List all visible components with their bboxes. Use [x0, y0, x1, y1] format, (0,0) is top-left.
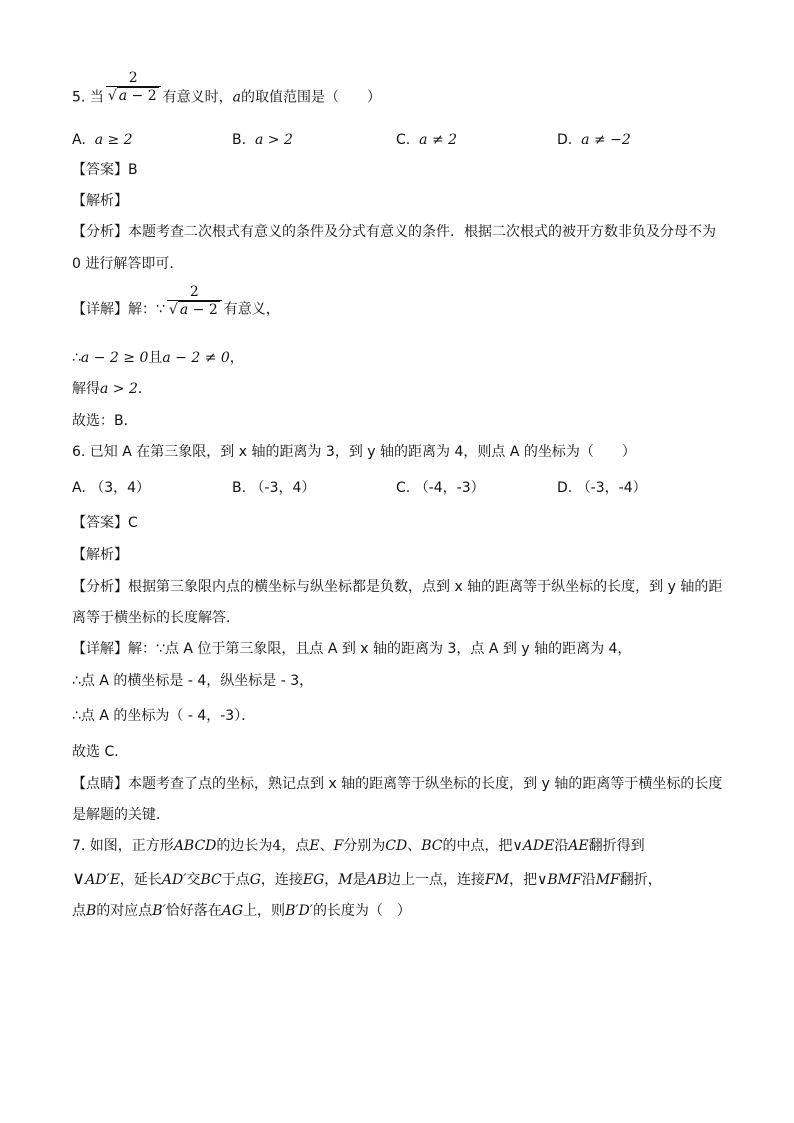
q5-step2: 解得a > 2．	[72, 381, 152, 397]
q6-option-a: A. （3，4）	[72, 480, 151, 496]
q5-option-d: D. a ≠ −2	[557, 132, 631, 148]
q5-fenxi-1: 【分析】本题考查二次根式有意义的条件及分式有意义的条件．根据二次根式的被开方数非负及分母不为	[72, 224, 716, 240]
q6-choose: 故选 C．	[72, 744, 129, 760]
q6-fenxi-1: 【分析】根据第三象限内点的横坐标与纵坐标都是负数，点到 x 轴的距离等于纵坐标的长度，到 y 轴的距	[72, 579, 723, 595]
q6-analysis-tag: 【解析】	[72, 547, 128, 563]
q5-step1: ∴a − 2 ≥ 0且a − 2 ≠ 0，	[72, 350, 244, 366]
q5-answer: 【答案】B	[72, 162, 138, 178]
q5-option-a: A. a ≥ 2	[72, 132, 133, 148]
q5-frac-num: 2	[128, 70, 138, 86]
q6-answer: 【答案】C	[72, 515, 138, 531]
q5-option-c: C. a ≠ 2	[396, 132, 458, 148]
q5-post: 有意义时，	[162, 89, 233, 106]
q6-detail-2: ∴点 A 的横坐标是 - 4，纵坐标是 - 3，	[72, 673, 314, 689]
q6-detail-3: ∴点 A 的坐标为（ - 4，-3）．	[72, 708, 256, 724]
q5-detail: 【详解】解：∵ $\frac{2}{√ a - 2}$ 有意义，	[72, 284, 280, 318]
q5-analysis-tag: 【解析】	[72, 193, 128, 209]
q6-option-d: D. （-3，-4）	[557, 480, 647, 496]
q6-fenxi-2: 离等于横坐标的长度解答．	[72, 610, 240, 626]
q5-tail: 的取值范围是（ ）	[241, 89, 381, 106]
q5-stem	[72, 70, 381, 110]
q5-choose: 故选：B．	[72, 413, 138, 429]
q5-frac-den: √ a − 2	[106, 86, 161, 105]
q5-option-b: B. a > 2	[232, 132, 293, 148]
q6-dianjing-1: 【点睛】本题考查了点的坐标，熟记点到 x 轴的距离等于纵坐标的长度，到 y 轴的距离等于横坐标的长度	[72, 776, 723, 792]
q6-stem: 6. 已知 A 在第三象限，到 x 轴的距离为 3，到 y 轴的距离为 4，则点 A 的坐标为（ ）	[72, 444, 636, 460]
q5-detail-fraction: $\frac{2}{√ a - 2}$	[167, 284, 222, 319]
q5-pre: 当	[89, 89, 104, 106]
q5-fenxi-2: 0 进行解答即可．	[72, 256, 184, 272]
q5-var: a	[232, 89, 241, 106]
q6-option-b: B. （-3，4）	[232, 480, 316, 496]
q7-line-3: 点B的对应点B′恰好落在AG上，则B′D′的长度为（ ）	[72, 903, 411, 919]
q7-line-1: 7. 如图，正方形ABCD的边长为4，点E、F分别为CD、BC的中点，把∨ADE沿AE翻折得到	[72, 838, 645, 854]
q6-dianjing-2: 是解题的关键．	[72, 807, 170, 823]
q5-fraction	[106, 70, 161, 105]
q6-option-c: C. （-4，-3）	[396, 480, 485, 496]
q7-line-2: ∨AD′E，延长AD′交BC于点G，连接EG，M是AB边上一点，连接FM，把∨BMF沿MF翻折，	[72, 868, 662, 889]
q6-detail-1: 【详解】解：∵点 A 位于第三象限，且点 A 到 x 轴的距离为 3，点 A 到 y 轴的距离为 4，	[72, 641, 632, 657]
q5-number: 5.	[72, 89, 86, 106]
